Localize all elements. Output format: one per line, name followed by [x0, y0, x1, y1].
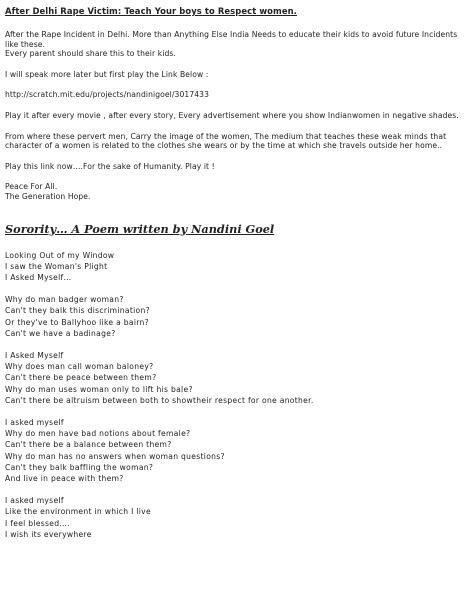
poem-stanza	[5, 294, 471, 339]
poem-line: I saw the Woman's Plight	[5, 261, 108, 271]
poem-line: I feel blessed….	[5, 518, 71, 528]
poem-line: Can't there be a balance between them?	[5, 440, 172, 450]
poem-line: Can't they balk baffling the woman?	[5, 462, 154, 472]
poem-line: Why do men have bad notions about female?	[5, 429, 191, 439]
poem-line: And live in peace with them?	[5, 473, 124, 483]
poem-line: I Asked Myself	[5, 350, 64, 360]
poem-line: Can't there be peace between them?	[5, 373, 157, 383]
poem-line: Can't we have a badinage?	[5, 328, 116, 338]
article-paragraph-pervert-men: From where these pervert men, Carry the image of the women, The medium that teaches these weak minds that character of a women is related to the clothes she wears or by the time at which she travels outside her home..	[5, 131, 447, 151]
poem-body	[5, 250, 471, 540]
poem-stanza	[5, 350, 471, 406]
poem-line: Why do man uses woman only to lift his bale?	[5, 384, 193, 394]
poem-line: Looking Out of my Window	[5, 250, 115, 260]
article-paragraph-speak-later: I will speak more later but first play the Link Below :	[5, 69, 209, 79]
poem-line: I Asked Myself…	[5, 272, 72, 282]
poem-line: I wish its everywhere	[5, 529, 92, 539]
poem-title[interactable]: Sorority… A Poem written by Nandini Goel	[5, 221, 275, 236]
poem-line: I asked myself	[5, 417, 64, 427]
article-title: After Delhi Rape Victim: Teach Your boys to Respect women.	[5, 6, 297, 16]
poem-stanza	[5, 250, 471, 284]
article-paragraph-intro: After the Rape Incident in Delhi. More than Anything Else India Needs to educate their kids to avoid future Incidents like these. Every parent should share this to their kids.	[5, 30, 458, 59]
poem-line: Can't there be altruism between both to showtheir respect for one another.	[5, 395, 314, 405]
article-signoff: Peace For All. The Generation Hope.	[5, 182, 91, 201]
poem-line: Like the environment in which I live	[5, 507, 151, 517]
article-paragraph-humanity: Play this link now….For the sake of Humanity. Play it !	[5, 161, 215, 171]
poem-stanza	[5, 495, 471, 540]
page-content	[5, 6, 471, 551]
poem-line: I asked myself	[5, 496, 64, 506]
poem-stanza	[5, 417, 471, 484]
poem-line: Can't they balk this discrimination?	[5, 306, 150, 316]
poem-line: Why does man call woman baloney?	[5, 362, 154, 372]
scratch-link[interactable]: http://scratch.mit.edu/projects/nandinigoel/3017433	[5, 90, 210, 100]
article-paragraph-play-it: Play it after every movie , after every story, Every advertisement where you show Indianwomen in negative shades.	[5, 110, 459, 120]
poem-line: Or they've to Ballyhoo like a bairn?	[5, 317, 149, 327]
poem-line: Why do man badger woman?	[5, 295, 124, 305]
poem-line: Why do man has no answers when woman questions?	[5, 451, 225, 461]
